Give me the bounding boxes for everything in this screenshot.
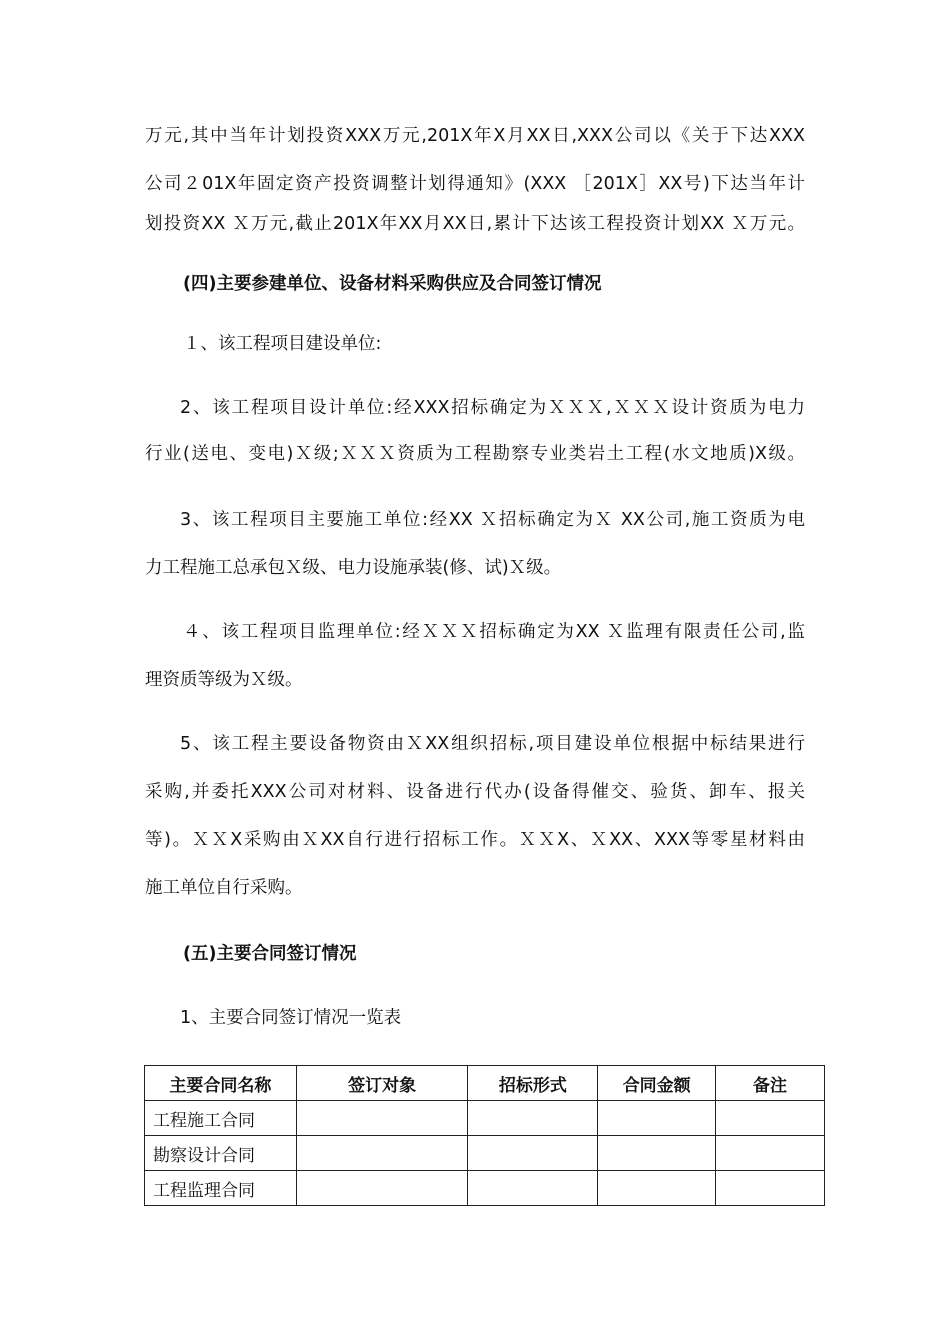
table-header-row <box>145 1066 825 1101</box>
table-row <box>145 1171 825 1206</box>
body-text-line: 理资质等级为Ｘ级。 <box>145 670 303 690</box>
table-row <box>145 1136 825 1171</box>
table-cell: 勘察设计合同 <box>145 1136 297 1171</box>
list-item-3: 3、该工程项目主要施工单位:经XX Ｘ招标确定为Ｘ XX公司,施工资质为电 <box>180 510 805 530</box>
body-text-line: 公司２01X年固定资产投资调整计划得通知》(XXX ［201X］XX号)下达当年计 <box>145 174 805 194</box>
body-text-line: 等)。ＸＸX采购由ＸXX自行进行招标工作。ＸＸX、ＸXX、XXX等零星材料由 <box>145 830 805 850</box>
table-cell <box>468 1171 598 1206</box>
table-row <box>145 1101 825 1136</box>
table-cell <box>598 1136 716 1171</box>
table-cell <box>468 1136 598 1171</box>
list-item-4: ４、该工程项目监理单位:经ＸＸＸ招标确定为XX Ｘ监理有限责任公司,监 <box>183 622 805 642</box>
table-cell <box>598 1171 716 1206</box>
list-item-2: 2、该工程项目设计单位:经XXX招标确定为ＸＸＸ,ＸＸＸ设计资质为电力 <box>180 398 805 418</box>
column-header: 合同金额 <box>598 1066 716 1101</box>
table-cell <box>716 1171 825 1206</box>
table-cell: 工程施工合同 <box>145 1101 297 1136</box>
column-header: 招标形式 <box>468 1066 598 1101</box>
table-cell <box>716 1136 825 1171</box>
contracts-table <box>144 1065 825 1206</box>
column-header: 主要合同名称 <box>145 1066 297 1101</box>
table-cell <box>296 1171 468 1206</box>
table-cell <box>296 1136 468 1171</box>
body-text-line: 施工单位自行采购。 <box>145 878 303 898</box>
section-heading-5: (五)主要合同签订情况 <box>183 944 357 964</box>
table-cell <box>296 1101 468 1136</box>
table-caption: 1、主要合同签订情况一览表 <box>180 1008 402 1028</box>
table-cell: 工程监理合同 <box>145 1171 297 1206</box>
body-text-line: 采购,并委托XXX公司对材料、设备进行代办(设备得催交、验货、卸车、报关 <box>145 782 805 802</box>
column-header: 备注 <box>716 1066 825 1101</box>
body-text-line: 行业(送电、变电)Ｘ级;ＸＸＸ资质为工程勘察专业类岩土工程(水文地质)X级。 <box>145 444 805 464</box>
table-cell <box>716 1101 825 1136</box>
section-heading-4: (四)主要参建单位、设备材料采购供应及合同签订情况 <box>183 274 602 294</box>
list-item-1: １、该工程项目建设单位: <box>183 334 382 354</box>
table-cell <box>468 1101 598 1136</box>
body-text-line: 力工程施工总承包Ｘ级、电力设施承装(修、试)Ｘ级。 <box>145 558 562 578</box>
body-text-line: 万元,其中当年计划投资XXX万元,201X年X月XX日,XXX公司以《关于下达XXX <box>145 126 805 146</box>
body-text-line: 划投资XX Ｘ万元,截止201X年XX月XX日,累计下达该工程投资计划XX Ｘ万元。 <box>145 214 805 234</box>
column-header: 签订对象 <box>296 1066 468 1101</box>
list-item-5: 5、该工程主要设备物资由ＸXX组织招标,项目建设单位根据中标结果进行 <box>180 734 805 754</box>
table-cell <box>598 1101 716 1136</box>
